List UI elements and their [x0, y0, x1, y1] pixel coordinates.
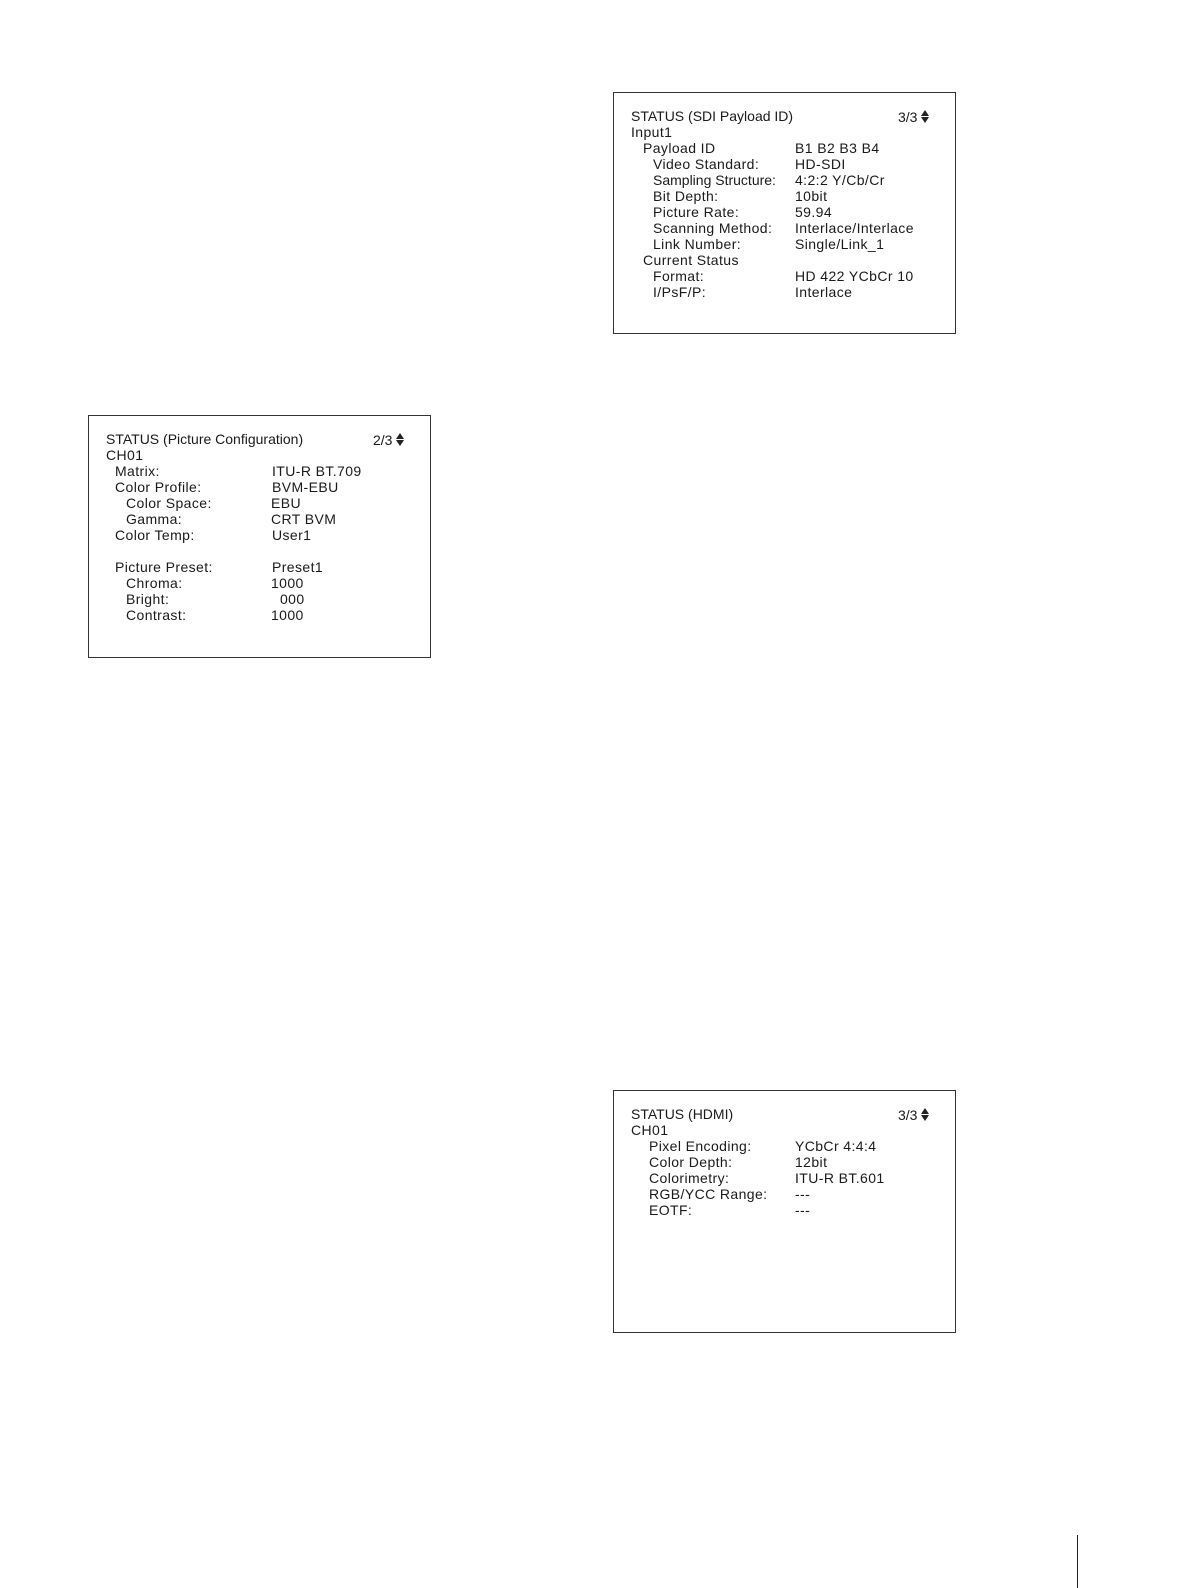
row-label: I/PsF/P: — [653, 284, 706, 300]
row-value: 59.94 — [795, 204, 833, 220]
row-label: Color Depth: — [649, 1154, 733, 1170]
row-label: Scanning Method: — [653, 220, 773, 236]
row-value: --- — [795, 1202, 811, 1218]
row-label: Pixel Encoding: — [649, 1138, 752, 1154]
row-value: ITU-R BT.709 — [272, 463, 362, 479]
channel-label: CH01 — [631, 1122, 669, 1138]
row-label: Video Standard: — [653, 156, 760, 172]
status-hdmi-panel — [613, 1090, 956, 1333]
row-value: 4:2:2 Y/Cb/Cr — [795, 172, 885, 188]
row-value: YCbCr 4:4:4 — [795, 1138, 877, 1154]
row-value: CRT BVM — [271, 511, 337, 527]
row-value: 12bit — [795, 1154, 828, 1170]
row-value: 000 — [280, 591, 305, 607]
row-label: Link Number: — [653, 236, 742, 252]
row-label: RGB/YCC Range: — [649, 1186, 768, 1202]
row-label: EOTF: — [649, 1202, 693, 1218]
panel-title: STATUS (Picture Configuration) — [106, 431, 304, 447]
row-label: Current Status — [643, 252, 739, 268]
row-label: Gamma: — [126, 511, 183, 527]
row-value: HD-SDI — [795, 156, 846, 172]
row-label: Bit Depth: — [653, 188, 719, 204]
page-indicator — [373, 431, 405, 448]
page-number: 2/3 — [373, 432, 393, 448]
channel-label: CH01 — [106, 447, 144, 463]
row-label: Chroma: — [126, 575, 183, 591]
row-label: Bright: — [126, 591, 170, 607]
row-label: Sampling Structure: — [653, 172, 776, 188]
row-value: User1 — [272, 527, 312, 543]
row-label: Color Profile: — [115, 479, 202, 495]
row-value: 1000 — [271, 575, 304, 591]
row-label: Picture Rate: — [653, 204, 740, 220]
panel-title: STATUS (HDMI) — [631, 1106, 734, 1122]
row-label: Color Temp: — [115, 527, 195, 543]
row-label: Contrast: — [126, 607, 187, 623]
up-down-arrows-icon — [921, 1106, 930, 1122]
row-value: Interlace/Interlace — [795, 220, 914, 236]
up-down-arrows-icon — [921, 108, 930, 124]
row-label: Matrix: — [115, 463, 160, 479]
row-value: EBU — [271, 495, 301, 511]
status-picture-config-panel — [88, 415, 431, 658]
row-value: HD 422 YCbCr 10 — [795, 268, 914, 284]
row-value: Single/Link_1 — [795, 236, 885, 252]
input-label: Input1 — [631, 124, 673, 140]
row-label: Color Space: — [126, 495, 212, 511]
row-value: --- — [795, 1186, 811, 1202]
row-label: Payload ID — [643, 140, 716, 156]
row-label: Picture Preset: — [115, 559, 213, 575]
row-label: Format: — [653, 268, 705, 284]
row-value: 10bit — [795, 188, 828, 204]
page-indicator — [898, 1106, 930, 1123]
row-value: 1000 — [271, 607, 304, 623]
row-value: B1 B2 B3 B4 — [795, 140, 880, 156]
page-margin-rule — [1077, 1535, 1078, 1588]
row-value: Preset1 — [272, 559, 324, 575]
row-value: ITU-R BT.601 — [795, 1170, 885, 1186]
status-sdi-payload-panel — [613, 92, 956, 334]
panel-title: STATUS (SDI Payload ID) — [631, 108, 794, 124]
page-number: 3/3 — [898, 109, 918, 125]
up-down-arrows-icon — [396, 431, 405, 447]
row-label: Colorimetry: — [649, 1170, 730, 1186]
row-value: Interlace — [795, 284, 853, 300]
page-number: 3/3 — [898, 1107, 918, 1123]
page-indicator — [898, 108, 930, 125]
row-value: BVM-EBU — [272, 479, 339, 495]
